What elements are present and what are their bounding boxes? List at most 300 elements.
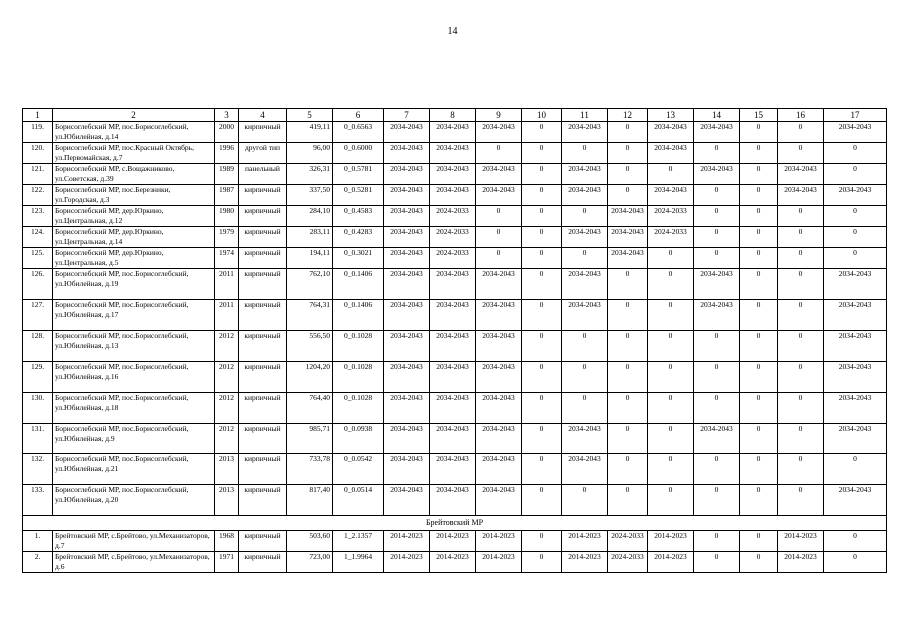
cell-row-number: 123. (23, 206, 53, 227)
cell-period-17: 0 (824, 552, 887, 573)
cell-period-10: 0 (522, 122, 562, 143)
cell-period-9: 2034-2043 (476, 164, 522, 185)
cell-period-14: 0 (694, 185, 740, 206)
cell-row-number: 121. (23, 164, 53, 185)
cell-period-9: 0 (476, 143, 522, 164)
cell-period-10: 0 (522, 552, 562, 573)
cell-address: Борисоглебский МР, пос.Борисоглебский, ул.Юбилейная, д.19 (53, 269, 215, 300)
cell-period-16: 2014-2023 (778, 552, 824, 573)
cell-coefficient: 0_0.1028 (333, 362, 384, 393)
cell-period-16: 0 (778, 248, 824, 269)
cell-period-15: 0 (740, 185, 778, 206)
cell-coefficient: 0_0.1406 (333, 300, 384, 331)
cell-period-14: 0 (694, 393, 740, 424)
cell-year-built: 2000 (215, 122, 239, 143)
cell-period-8: 2024-2033 (430, 227, 476, 248)
cell-period-14: 0 (694, 454, 740, 485)
cell-period-11: 2034-2043 (562, 122, 608, 143)
cell-address: Борисоглебский МР, пос.Борисоглебский, ул.Юбилейная, д.9 (53, 424, 215, 454)
cell-wall-material: кирпичный (239, 331, 287, 362)
table-row (23, 362, 887, 393)
cell-period-9: 0 (476, 248, 522, 269)
cell-area: 1204,20 (287, 362, 333, 393)
cell-address: Брейтовский МР, с.Брейтово, ул.Механизаторов, д.7 (53, 531, 215, 552)
cell-period-8: 2034-2043 (430, 164, 476, 185)
cell-period-15: 0 (740, 485, 778, 516)
column-number: 6 (333, 109, 384, 122)
cell-coefficient: 0_0.1028 (333, 331, 384, 362)
cell-address: Борисоглебский МР, дер.Юркино, ул.Центральная, д.5 (53, 248, 215, 269)
cell-period-10: 0 (522, 393, 562, 424)
cell-period-11: 0 (562, 248, 608, 269)
cell-period-10: 0 (522, 164, 562, 185)
cell-area: 556,50 (287, 331, 333, 362)
cell-period-13: 0 (648, 454, 694, 485)
cell-period-10: 0 (522, 454, 562, 485)
cell-address: Борисоглебский МР, пос.Борисоглебский, ул.Юбилейная, д.13 (53, 331, 215, 362)
cell-period-8: 2014-2023 (430, 531, 476, 552)
cell-period-12: 0 (608, 185, 648, 206)
cell-period-16: 0 (778, 122, 824, 143)
cell-period-14: 2034-2043 (694, 424, 740, 454)
cell-area: 337,50 (287, 185, 333, 206)
cell-wall-material: кирпичный (239, 454, 287, 485)
cell-period-7: 2034-2043 (384, 331, 430, 362)
cell-row-number: 131. (23, 424, 53, 454)
cell-period-10: 0 (522, 362, 562, 393)
cell-period-13: 0 (648, 393, 694, 424)
cell-period-17: 0 (824, 454, 887, 485)
cell-period-15: 0 (740, 269, 778, 300)
cell-coefficient: 0_0.6000 (333, 143, 384, 164)
cell-period-8: 2034-2043 (430, 300, 476, 331)
column-number: 13 (648, 109, 694, 122)
cell-period-9: 2034-2043 (476, 393, 522, 424)
column-number: 1 (23, 109, 53, 122)
table-row (23, 227, 887, 248)
cell-period-12: 0 (608, 269, 648, 300)
cell-period-11: 2034-2043 (562, 300, 608, 331)
cell-period-8: 2034-2043 (430, 362, 476, 393)
cell-area: 764,40 (287, 393, 333, 424)
table-row (23, 143, 887, 164)
cell-coefficient: 0_0.4283 (333, 227, 384, 248)
cell-period-16: 0 (778, 362, 824, 393)
cell-year-built: 2012 (215, 424, 239, 454)
cell-wall-material: кирпичный (239, 300, 287, 331)
table-row (23, 485, 887, 516)
cell-period-9: 2034-2043 (476, 300, 522, 331)
cell-coefficient: 0_0.1028 (333, 393, 384, 424)
column-number: 3 (215, 109, 239, 122)
cell-year-built: 2012 (215, 331, 239, 362)
cell-period-14: 0 (694, 552, 740, 573)
table-row (23, 185, 887, 206)
cell-year-built: 1989 (215, 164, 239, 185)
cell-wall-material: кирпичный (239, 485, 287, 516)
cell-period-10: 0 (522, 206, 562, 227)
cell-period-13: 2034-2043 (648, 185, 694, 206)
cell-period-16: 0 (778, 269, 824, 300)
column-number: 12 (608, 109, 648, 122)
cell-period-16: 2034-2043 (778, 185, 824, 206)
cell-coefficient: 1_2.1357 (333, 531, 384, 552)
cell-period-14: 2034-2043 (694, 300, 740, 331)
cell-period-12: 0 (608, 424, 648, 454)
cell-period-9: 2014-2023 (476, 552, 522, 573)
table-row (23, 269, 887, 300)
table-body (23, 109, 887, 573)
cell-period-13: 0 (648, 331, 694, 362)
cell-period-14: 2034-2043 (694, 164, 740, 185)
cell-period-17: 2034-2043 (824, 122, 887, 143)
cell-period-8: 2034-2043 (430, 393, 476, 424)
cell-period-13: 0 (648, 164, 694, 185)
column-number-row (23, 109, 887, 122)
cell-address: Борисоглебский МР, пос.Борисоглебский, ул.Юбилейная, д.18 (53, 393, 215, 424)
cell-wall-material: кирпичный (239, 362, 287, 393)
cell-period-11: 0 (562, 206, 608, 227)
cell-wall-material: кирпичный (239, 206, 287, 227)
cell-area: 194,11 (287, 248, 333, 269)
cell-period-11: 0 (562, 362, 608, 393)
table-row (23, 248, 887, 269)
cell-period-8: 2024-2033 (430, 248, 476, 269)
cell-period-12: 0 (608, 331, 648, 362)
cell-period-16: 0 (778, 454, 824, 485)
cell-period-17: 2034-2043 (824, 393, 887, 424)
cell-period-16: 0 (778, 227, 824, 248)
cell-period-15: 0 (740, 227, 778, 248)
cell-period-12: 0 (608, 300, 648, 331)
cell-period-15: 0 (740, 122, 778, 143)
cell-period-14: 2034-2043 (694, 122, 740, 143)
cell-period-10: 0 (522, 531, 562, 552)
cell-period-7: 2014-2023 (384, 552, 430, 573)
cell-period-14: 0 (694, 331, 740, 362)
table-row (23, 424, 887, 454)
cell-period-16: 0 (778, 331, 824, 362)
cell-period-7: 2034-2043 (384, 485, 430, 516)
cell-coefficient: 1_1.9964 (333, 552, 384, 573)
cell-period-16: 0 (778, 300, 824, 331)
cell-address: Борисоглебский МР, пос.Борисоглебский, ул.Юбилейная, д.20 (53, 485, 215, 516)
cell-period-17: 0 (824, 143, 887, 164)
cell-address: Брейтовский МР, с.Брейтово, ул.Механизаторов, д.6 (53, 552, 215, 573)
cell-address: Борисоглебский МР, с.Вощажниково, ул.Советская, д.39 (53, 164, 215, 185)
cell-period-7: 2034-2043 (384, 269, 430, 300)
cell-period-8: 2034-2043 (430, 185, 476, 206)
cell-period-7: 2034-2043 (384, 248, 430, 269)
cell-wall-material: кирпичный (239, 531, 287, 552)
cell-address: Борисоглебский МР, пос.Борисоглебский, ул.Юбилейная, д.21 (53, 454, 215, 485)
column-number: 7 (384, 109, 430, 122)
cell-period-17: 2034-2043 (824, 362, 887, 393)
cell-row-number: 127. (23, 300, 53, 331)
cell-period-11: 2034-2043 (562, 185, 608, 206)
cell-period-17: 2034-2043 (824, 485, 887, 516)
cell-period-10: 0 (522, 269, 562, 300)
table-row (23, 300, 887, 331)
cell-period-10: 0 (522, 331, 562, 362)
housing-register-table (22, 108, 887, 573)
cell-address: Борисоглебский МР, пос.Борисоглебский, ул.Юбилейная, д.16 (53, 362, 215, 393)
cell-period-14: 2034-2043 (694, 269, 740, 300)
cell-coefficient: 0_0.5781 (333, 164, 384, 185)
cell-wall-material: кирпичный (239, 185, 287, 206)
cell-area: 419,11 (287, 122, 333, 143)
section-title: Брейтовский МР (23, 516, 887, 531)
column-number: 15 (740, 109, 778, 122)
cell-row-number: 120. (23, 143, 53, 164)
cell-period-16: 0 (778, 143, 824, 164)
cell-period-8: 2034-2043 (430, 143, 476, 164)
cell-period-11: 2034-2043 (562, 454, 608, 485)
cell-row-number: 1. (23, 531, 53, 552)
cell-period-10: 0 (522, 424, 562, 454)
cell-period-7: 2034-2043 (384, 206, 430, 227)
table-row (23, 552, 887, 573)
table-row (23, 454, 887, 485)
cell-area: 503,60 (287, 531, 333, 552)
cell-year-built: 2012 (215, 393, 239, 424)
cell-period-9: 2034-2043 (476, 424, 522, 454)
cell-period-7: 2034-2043 (384, 424, 430, 454)
cell-year-built: 2011 (215, 300, 239, 331)
cell-period-16: 2014-2023 (778, 531, 824, 552)
cell-period-17: 2034-2043 (824, 300, 887, 331)
cell-period-8: 2034-2043 (430, 424, 476, 454)
cell-period-17: 0 (824, 227, 887, 248)
cell-period-15: 0 (740, 552, 778, 573)
cell-period-9: 0 (476, 227, 522, 248)
cell-row-number: 132. (23, 454, 53, 485)
cell-period-12: 0 (608, 143, 648, 164)
cell-period-17: 0 (824, 531, 887, 552)
cell-period-9: 2034-2043 (476, 122, 522, 143)
cell-period-11: 2014-2023 (562, 552, 608, 573)
cell-area: 985,71 (287, 424, 333, 454)
cell-period-8: 2034-2043 (430, 485, 476, 516)
cell-period-12: 0 (608, 362, 648, 393)
cell-row-number: 126. (23, 269, 53, 300)
cell-coefficient: 0_0.5281 (333, 185, 384, 206)
cell-period-11: 2034-2043 (562, 269, 608, 300)
cell-period-7: 2014-2023 (384, 531, 430, 552)
cell-wall-material: кирпичный (239, 248, 287, 269)
cell-period-15: 0 (740, 331, 778, 362)
cell-period-16: 0 (778, 485, 824, 516)
table-row (23, 531, 887, 552)
cell-period-14: 0 (694, 206, 740, 227)
cell-coefficient: 0_0.1406 (333, 269, 384, 300)
cell-period-8: 2034-2043 (430, 331, 476, 362)
cell-period-12: 2034-2043 (608, 248, 648, 269)
cell-period-8: 2034-2043 (430, 269, 476, 300)
cell-area: 96,00 (287, 143, 333, 164)
cell-area: 762,10 (287, 269, 333, 300)
cell-row-number: 124. (23, 227, 53, 248)
cell-period-13: 2014-2023 (648, 531, 694, 552)
cell-period-11: 0 (562, 331, 608, 362)
cell-period-12: 0 (608, 164, 648, 185)
cell-address: Борисоглебский МР, пос.Борисоглебский, ул.Юбилейная, д.14 (53, 122, 215, 143)
cell-period-11: 0 (562, 485, 608, 516)
cell-row-number: 125. (23, 248, 53, 269)
cell-period-12: 0 (608, 122, 648, 143)
cell-year-built: 2011 (215, 269, 239, 300)
cell-period-14: 0 (694, 227, 740, 248)
cell-period-14: 0 (694, 485, 740, 516)
cell-period-10: 0 (522, 143, 562, 164)
cell-period-7: 2034-2043 (384, 454, 430, 485)
cell-period-13: 0 (648, 424, 694, 454)
cell-period-14: 0 (694, 248, 740, 269)
cell-period-10: 0 (522, 485, 562, 516)
cell-period-9: 2034-2043 (476, 454, 522, 485)
cell-period-7: 2034-2043 (384, 185, 430, 206)
cell-period-16: 0 (778, 393, 824, 424)
cell-period-15: 0 (740, 300, 778, 331)
cell-year-built: 1987 (215, 185, 239, 206)
table-row (23, 331, 887, 362)
cell-period-14: 0 (694, 531, 740, 552)
cell-address: Борисоглебский МР, пос.Борисоглебский, ул.Юбилейная, д.17 (53, 300, 215, 331)
cell-year-built: 1996 (215, 143, 239, 164)
cell-period-13: 0 (648, 362, 694, 393)
table-row (23, 393, 887, 424)
cell-period-8: 2014-2023 (430, 552, 476, 573)
cell-year-built: 1971 (215, 552, 239, 573)
cell-coefficient: 0_0.0542 (333, 454, 384, 485)
cell-wall-material: кирпичный (239, 552, 287, 573)
cell-period-7: 2034-2043 (384, 122, 430, 143)
cell-period-12: 0 (608, 485, 648, 516)
cell-period-14: 0 (694, 362, 740, 393)
cell-period-10: 0 (522, 227, 562, 248)
column-number: 9 (476, 109, 522, 122)
cell-period-15: 0 (740, 143, 778, 164)
cell-period-15: 0 (740, 393, 778, 424)
cell-period-8: 2034-2043 (430, 122, 476, 143)
cell-year-built: 1974 (215, 248, 239, 269)
column-number: 16 (778, 109, 824, 122)
column-number: 2 (53, 109, 215, 122)
cell-period-13: 2014-2023 (648, 552, 694, 573)
cell-period-9: 2034-2043 (476, 485, 522, 516)
cell-period-16: 0 (778, 424, 824, 454)
cell-coefficient: 0_0.4583 (333, 206, 384, 227)
column-number: 4 (239, 109, 287, 122)
cell-year-built: 2013 (215, 485, 239, 516)
cell-period-12: 2024-2033 (608, 552, 648, 573)
cell-period-9: 2034-2043 (476, 331, 522, 362)
cell-period-13: 2034-2043 (648, 143, 694, 164)
cell-period-11: 0 (562, 393, 608, 424)
cell-period-7: 2034-2043 (384, 393, 430, 424)
cell-area: 284,10 (287, 206, 333, 227)
cell-period-13: 0 (648, 485, 694, 516)
table-row (23, 122, 887, 143)
cell-row-number: 122. (23, 185, 53, 206)
cell-coefficient: 0_0.3021 (333, 248, 384, 269)
cell-year-built: 2012 (215, 362, 239, 393)
cell-row-number: 119. (23, 122, 53, 143)
cell-wall-material: кирпичный (239, 122, 287, 143)
cell-period-7: 2034-2043 (384, 227, 430, 248)
cell-wall-material: кирпичный (239, 393, 287, 424)
cell-period-7: 2034-2043 (384, 362, 430, 393)
column-number: 10 (522, 109, 562, 122)
cell-period-12: 0 (608, 454, 648, 485)
cell-period-16: 0 (778, 206, 824, 227)
cell-period-13: 0 (648, 248, 694, 269)
section-row (23, 516, 887, 531)
cell-area: 733,78 (287, 454, 333, 485)
cell-period-13: 2024-2033 (648, 227, 694, 248)
cell-period-10: 0 (522, 300, 562, 331)
cell-address: Борисоглебский МР, пос.Красный Октябрь, ул.Первомайская, д.7 (53, 143, 215, 164)
cell-period-11: 2014-2023 (562, 531, 608, 552)
cell-period-17: 2034-2043 (824, 269, 887, 300)
cell-year-built: 1968 (215, 531, 239, 552)
cell-period-12: 2034-2043 (608, 206, 648, 227)
cell-address: Борисоглебский МР, дер.Юркино, ул.Центральная, д.14 (53, 227, 215, 248)
cell-period-13: 2034-2043 (648, 122, 694, 143)
cell-period-11: 2034-2043 (562, 227, 608, 248)
cell-area: 326,31 (287, 164, 333, 185)
column-number: 5 (287, 109, 333, 122)
cell-row-number: 130. (23, 393, 53, 424)
cell-row-number: 128. (23, 331, 53, 362)
cell-period-7: 2034-2043 (384, 300, 430, 331)
cell-period-10: 0 (522, 248, 562, 269)
cell-period-9: 0 (476, 206, 522, 227)
cell-coefficient: 0_0.6563 (333, 122, 384, 143)
cell-coefficient: 0_0.0938 (333, 424, 384, 454)
cell-area: 764,31 (287, 300, 333, 331)
cell-period-11: 2034-2043 (562, 424, 608, 454)
cell-period-17: 2034-2043 (824, 331, 887, 362)
cell-area: 283,11 (287, 227, 333, 248)
cell-period-9: 2014-2023 (476, 531, 522, 552)
cell-period-17: 0 (824, 164, 887, 185)
cell-period-15: 0 (740, 531, 778, 552)
page-number: 14 (447, 26, 458, 37)
cell-wall-material: другой тип (239, 143, 287, 164)
cell-period-15: 0 (740, 248, 778, 269)
column-number: 14 (694, 109, 740, 122)
cell-period-15: 0 (740, 454, 778, 485)
cell-period-9: 2034-2043 (476, 269, 522, 300)
cell-area: 723,00 (287, 552, 333, 573)
column-number: 8 (430, 109, 476, 122)
cell-period-17: 2034-2043 (824, 424, 887, 454)
cell-row-number: 2. (23, 552, 53, 573)
cell-period-12: 2034-2043 (608, 227, 648, 248)
column-number: 17 (824, 109, 887, 122)
cell-period-10: 0 (522, 185, 562, 206)
cell-period-7: 2034-2043 (384, 164, 430, 185)
cell-period-9: 2034-2043 (476, 362, 522, 393)
cell-period-17: 0 (824, 248, 887, 269)
cell-period-15: 0 (740, 206, 778, 227)
cell-period-15: 0 (740, 164, 778, 185)
cell-period-11: 0 (562, 143, 608, 164)
cell-wall-material: кирпичный (239, 424, 287, 454)
cell-year-built: 2013 (215, 454, 239, 485)
table-row (23, 164, 887, 185)
